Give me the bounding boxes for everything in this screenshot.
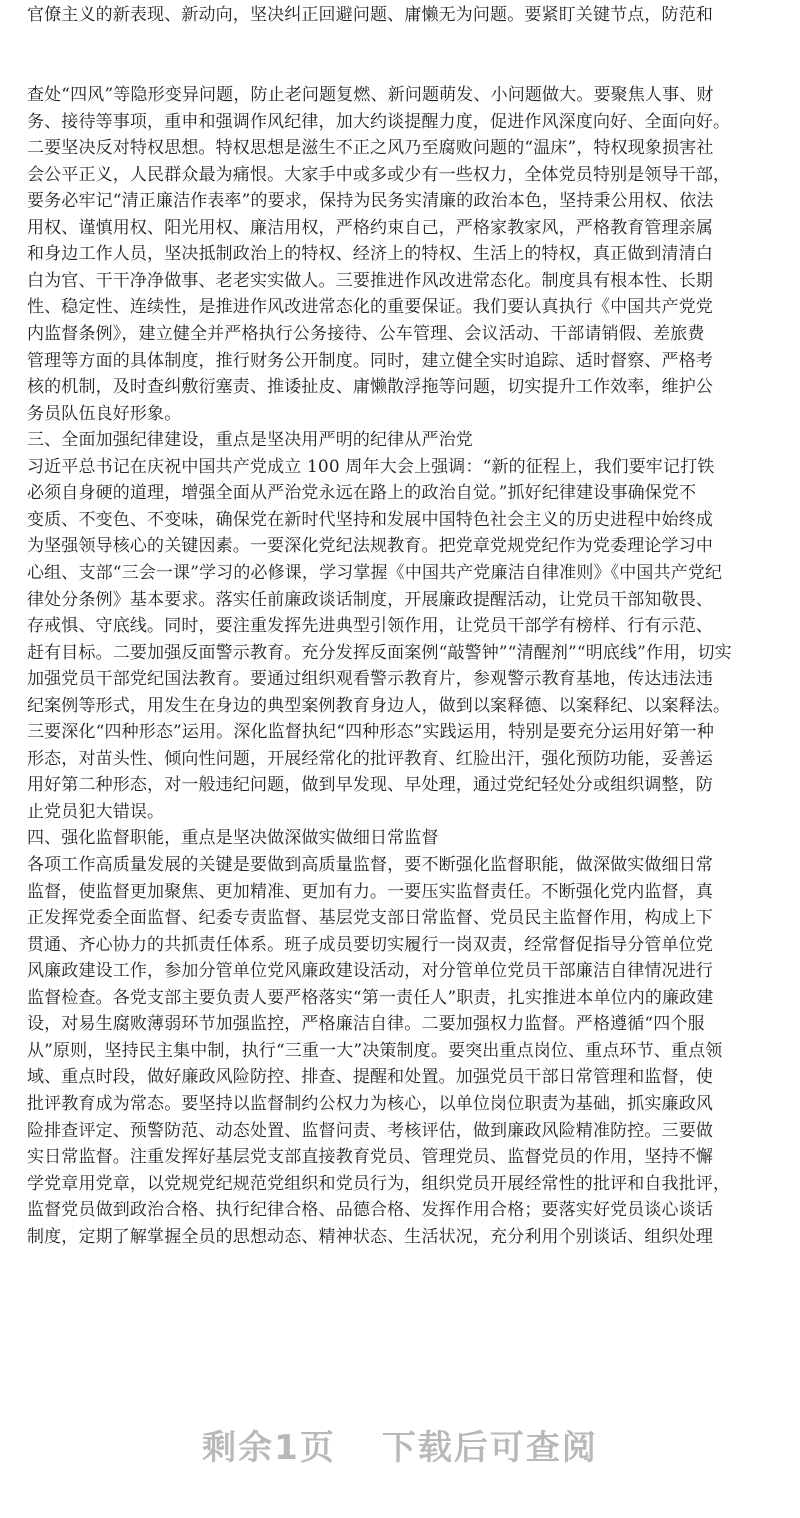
text-line: 加强党员干部党纪国法教育。要通过组织观看警示教育片，参观警示教育基地，传达违法违 bbox=[27, 669, 713, 690]
text-line: 形态，对苗头性、倾向性问题，开展经常化的批评教育、红脸出汗，强化预防功能，妥善运 bbox=[27, 748, 713, 769]
text-line: 域、重点时段，做好廉政风险防控、排查、提醒和处置。加强党员干部日常管理和监督，使 bbox=[27, 1067, 713, 1088]
text-line: 二要坚决反对特权思想。特权思想是滋生不正之风乃至腐败问题的“温床”，特权现象损害社 bbox=[27, 138, 714, 159]
text-line: 纪案例等形式，用发生在身边的典型案例教育身边人，做到以案释德、以案释纪、以案释法。 bbox=[27, 695, 731, 716]
text-line: 批评教育成为常态。要坚持以监督制约公权力为核心，以单位岗位职责为基础，抓实廉政风 bbox=[27, 1093, 713, 1114]
text-line: 变质、不变色、不变味，确保党在新时代坚持和发展中国特色社会主义的历史进程中始终成 bbox=[27, 509, 713, 530]
remaining-pages-label: 剩余1页 bbox=[202, 1428, 336, 1468]
text-line: 和身边工作人员，坚决抵制政治上的特权、经济上的特权、生活上的特权，真正做到清清白 bbox=[27, 244, 713, 265]
text-line: 会公平正义，人民群众最为痛恨。大家手中或多或少有一些权力，全体党员特别是领导干部， bbox=[27, 164, 731, 185]
download-to-view-label: 下载后可查阅 bbox=[381, 1428, 598, 1468]
text-line: 用好第二种形态，对一般违纪问题，做到早发现、早处理，通过党纪轻处分或组织调整，防 bbox=[27, 775, 713, 796]
text-line: 必须自身硬的道理，增强全面从严治党永远在路上的政治自觉。”抓好纪律建设事确保党不 bbox=[27, 483, 697, 504]
text-line: 律处分条例》基本要求。落实任前廉政谈话制度，开展廉政提醒活动，让党员干部知敬畏、 bbox=[27, 589, 713, 610]
text-line: 正发挥党委全面监督、纪委专责监督、基层党支部日常监督、党员民主监督作用，构成上下 bbox=[27, 908, 713, 929]
text-line-top: 官僚主义的新表现、新动向，坚决纠正回避问题、庸懒无为问题。要紧盯关键节点，防范和 bbox=[27, 5, 713, 25]
section-heading: 四、强化监督职能，重点是坚决做深做实做细日常监督 bbox=[27, 828, 439, 849]
text-line: 要务必牢记“清正廉洁作表率”的要求，保持为民务实清廉的政治本色，坚持秉公用权、依法 bbox=[27, 191, 714, 212]
text-line: 监督党员做到政治合格、执行纪律合格、品德合格、发挥作用合格；要落实好党员谈心谈话 bbox=[27, 1200, 713, 1221]
section-heading: 三、全面加强纪律建设，重点是坚决用严明的纪律从严治党 bbox=[27, 430, 473, 451]
text-line: 内监督条例》，建立健全并严格执行公务接待、公车管理、会议活动、干部请销假、差旅费 bbox=[27, 324, 705, 344]
text-line: 用权、谨慎用权、阳光用权、廉洁用权，严格约束自己，严格家教家风，严格教育管理亲属 bbox=[27, 217, 713, 238]
download-prompt[interactable] bbox=[0, 1420, 800, 1470]
text-line: 从”原则，坚持民主集中制，执行“三重一大”决策制度。要突出重点岗位、重点环节、重点领 bbox=[27, 1040, 723, 1061]
text-line: 监督检查。各党支部主要负责人要严格落实“第一责任人”职责，扎实推进本单位内的廉政建 bbox=[27, 987, 714, 1008]
text-line: 务、接待等事项，重申和强调作风纪律，加大约谈提醒力度，促进作风深度向好、全面向好。 bbox=[27, 111, 731, 132]
text-line: 止党员犯大错误。 bbox=[27, 801, 165, 822]
text-line: 三要深化“四种形态”运用。深化监督执纪“四种形态”实践运用，特别是要充分运用好第一种 bbox=[27, 722, 715, 743]
text-line: 设，对易生腐败薄弱环节加强监控，严格廉洁自律。二要加强权力监督。严格遵循“四个服 bbox=[27, 1014, 705, 1035]
text-line: 贯通、齐心协力的共抓责任体系。班子成员要切实履行一岗双责，经常督促指导分管单位党 bbox=[27, 934, 713, 955]
text-line: 管理等方面的具体制度，推行财务公开制度。同时，建立健全实时追踪、适时督察、严格考 bbox=[27, 350, 713, 371]
text-line: 赶有目标。二要加强反面警示教育。充分发挥反面案例“敲警钟”“清醒剂”“明底线”作用，切实 bbox=[27, 642, 732, 663]
text-line: 制度，定期了解掌握全员的思想动态、精神状态、生活状况，充分利用个别谈话、组织处理 bbox=[27, 1226, 713, 1247]
text-line: 心组、支部“三会一课”学习的必修课，学习掌握《中国共产党廉洁自律准则》《中国共产党纪 bbox=[27, 562, 723, 583]
text-line: 学党章用党章，以党规党纪规范党组织和党员行为，组织党员开展经常性的批评和自我批评， bbox=[27, 1173, 731, 1194]
text-line: 性、稳定性、连续性，是推进作风改进常态化的重要保证。我们要认真执行《中国共产党党 bbox=[27, 297, 713, 318]
text-line: 务员队伍良好形象。 bbox=[27, 403, 182, 424]
text-line: 查处“四风”等隐形变异问题，防止老问题复燃、新问题萌发、小问题做大。要聚焦人事、财 bbox=[27, 85, 714, 105]
text-line: 险排查评定、预警防范、动态处置、监督问责、考核评估，做到廉政风险精准防控。三要做 bbox=[27, 1120, 713, 1141]
text-line: 监督，使监督更加聚焦、更加精准、更加有力。一要压实监督责任。不断强化党内监督，真 bbox=[27, 881, 713, 902]
text-line: 白为官、干干净净做事、老老实实做人。三要推进作风改进常态化。制度具有根本性、长期 bbox=[27, 270, 713, 291]
text-line: 实日常监督。注重发挥好基层党支部直接教育党员、管理党员、监督党员的作用，坚持不懈 bbox=[27, 1147, 713, 1167]
text-line: 为坚强领导核心的关键因素。一要深化党纪法规教育。把党章党规党纪作为党委理论学习中 bbox=[27, 536, 713, 557]
text-line: 各项工作高质量发展的关键是要做到高质量监督，要不断强化监督职能，做深做实做细日常 bbox=[27, 855, 713, 875]
text-line: 风廉政建设工作，参加分管单位党风廉政建设活动，对分管单位党员干部廉洁自律情况进行 bbox=[27, 961, 713, 982]
text-line: 存戒惧、守底线。同时，要注重发挥先进典型引领作用，让党员干部学有榜样、行有示范、 bbox=[27, 616, 713, 636]
text-line: 核的机制，及时查纠敷衍塞责、推诿扯皮、庸懒散浮拖等问题，切实提升工作效率，维护公 bbox=[27, 377, 713, 398]
text-line: 习近平总书记在庆祝中国共产党成立 100 周年大会上强调：“新的征程上，我们要牢记打铁 bbox=[27, 456, 715, 477]
